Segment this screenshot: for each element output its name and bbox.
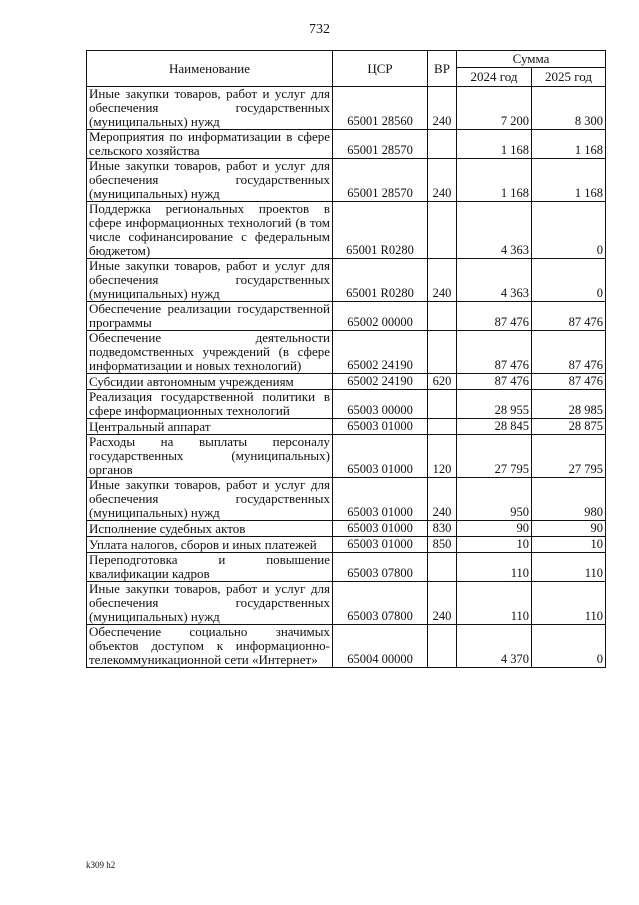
table-row xyxy=(87,478,606,521)
table-row xyxy=(87,625,606,668)
row-value-2025: 87 476 xyxy=(532,302,606,331)
row-vr: 240 xyxy=(428,582,457,625)
row-value-2024: 4 363 xyxy=(457,202,532,259)
row-csr: 65003 07800 xyxy=(333,553,428,582)
row-value-2024: 110 xyxy=(457,582,532,625)
table-row xyxy=(87,537,606,553)
row-vr: 120 xyxy=(428,435,457,478)
row-vr: 850 xyxy=(428,537,457,553)
table-row xyxy=(87,521,606,537)
row-value-2024: 950 xyxy=(457,478,532,521)
row-name: Центральный аппарат xyxy=(87,419,333,435)
table-row xyxy=(87,87,606,130)
row-value-2024: 10 xyxy=(457,537,532,553)
row-csr: 65001 28560 xyxy=(333,87,428,130)
row-value-2024: 28 845 xyxy=(457,419,532,435)
row-csr: 65001 R0280 xyxy=(333,259,428,302)
table-row xyxy=(87,435,606,478)
header-vr: ВР xyxy=(428,51,457,87)
row-value-2025: 0 xyxy=(532,625,606,668)
row-name: Субсидии автономным учреждениям xyxy=(87,374,333,390)
row-vr xyxy=(428,419,457,435)
row-name: Мероприятия по информатизации в сфере сельского хозяйства xyxy=(87,130,333,159)
table-row xyxy=(87,582,606,625)
row-name: Обеспечение деятельности подведомственных учреждений (в сфере информатизации и новых технологий) xyxy=(87,331,333,374)
row-name: Исполнение судебных актов xyxy=(87,521,333,537)
row-value-2024: 110 xyxy=(457,553,532,582)
table-row xyxy=(87,259,606,302)
row-value-2024: 4 370 xyxy=(457,625,532,668)
row-value-2025: 8 300 xyxy=(532,87,606,130)
header-csr: ЦСР xyxy=(333,51,428,87)
row-value-2025: 0 xyxy=(532,202,606,259)
row-vr xyxy=(428,553,457,582)
row-csr: 65002 24190 xyxy=(333,331,428,374)
row-value-2025: 87 476 xyxy=(532,374,606,390)
row-value-2025: 1 168 xyxy=(532,159,606,202)
row-vr xyxy=(428,331,457,374)
header-sum: Сумма xyxy=(457,51,606,68)
row-csr: 65001 R0280 xyxy=(333,202,428,259)
row-value-2025: 87 476 xyxy=(532,331,606,374)
row-value-2024: 1 168 xyxy=(457,159,532,202)
row-csr: 65003 01000 xyxy=(333,537,428,553)
row-name: Иные закупки товаров, работ и услуг для обеспечения государственных (муниципальных) нужд xyxy=(87,87,333,130)
row-value-2025: 0 xyxy=(532,259,606,302)
row-name: Иные закупки товаров, работ и услуг для обеспечения государственных (муниципальных) нужд xyxy=(87,582,333,625)
row-value-2025: 110 xyxy=(532,582,606,625)
row-csr: 65003 01000 xyxy=(333,419,428,435)
footer-code: k309 h2 xyxy=(86,860,116,870)
row-value-2025: 10 xyxy=(532,537,606,553)
row-csr: 65003 01000 xyxy=(333,521,428,537)
row-value-2024: 87 476 xyxy=(457,302,532,331)
row-csr: 65003 07800 xyxy=(333,582,428,625)
table-row xyxy=(87,159,606,202)
row-name: Расходы на выплаты персоналу государственных (муниципальных) органов xyxy=(87,435,333,478)
table-row xyxy=(87,302,606,331)
header-year-2024: 2024 год xyxy=(457,68,532,87)
row-value-2024: 90 xyxy=(457,521,532,537)
row-value-2025: 28 985 xyxy=(532,390,606,419)
row-value-2025: 90 xyxy=(532,521,606,537)
row-vr: 240 xyxy=(428,159,457,202)
row-vr xyxy=(428,390,457,419)
row-vr xyxy=(428,202,457,259)
row-name: Обеспечение реализации государственной программы xyxy=(87,302,333,331)
row-vr xyxy=(428,130,457,159)
row-vr xyxy=(428,625,457,668)
header-name: Наименование xyxy=(87,51,333,87)
row-vr xyxy=(428,302,457,331)
table-row xyxy=(87,374,606,390)
row-vr: 830 xyxy=(428,521,457,537)
row-vr: 240 xyxy=(428,259,457,302)
row-value-2024: 87 476 xyxy=(457,374,532,390)
row-value-2024: 1 168 xyxy=(457,130,532,159)
row-vr: 240 xyxy=(428,478,457,521)
row-name: Уплата налогов, сборов и иных платежей xyxy=(87,537,333,553)
row-value-2024: 4 363 xyxy=(457,259,532,302)
page-number: 732 xyxy=(309,22,330,37)
row-value-2024: 27 795 xyxy=(457,435,532,478)
header-year-2025: 2025 год xyxy=(532,68,606,87)
row-name: Иные закупки товаров, работ и услуг для обеспечения государственных (муниципальных) нужд xyxy=(87,478,333,521)
row-value-2025: 28 875 xyxy=(532,419,606,435)
row-vr: 620 xyxy=(428,374,457,390)
row-value-2024: 87 476 xyxy=(457,331,532,374)
row-value-2024: 28 955 xyxy=(457,390,532,419)
row-csr: 65001 28570 xyxy=(333,130,428,159)
row-value-2025: 27 795 xyxy=(532,435,606,478)
row-value-2025: 110 xyxy=(532,553,606,582)
row-name: Переподготовка и повышение квалификации кадров xyxy=(87,553,333,582)
budget-table xyxy=(86,50,606,668)
table-row xyxy=(87,419,606,435)
row-csr: 65001 28570 xyxy=(333,159,428,202)
row-vr: 240 xyxy=(428,87,457,130)
row-name: Реализация государственной политики в сфере информационных технологий xyxy=(87,390,333,419)
row-csr: 65002 00000 xyxy=(333,302,428,331)
table-row xyxy=(87,202,606,259)
row-csr: 65003 01000 xyxy=(333,435,428,478)
row-name: Обеспечение социально значимых объектов доступом к информационно-телекоммуникационной сети «Интернет» xyxy=(87,625,333,668)
row-name: Поддержка региональных проектов в сфере информационных технологий (в том числе софинансирование с федеральным бюджетом) xyxy=(87,202,333,259)
row-value-2025: 980 xyxy=(532,478,606,521)
table-row xyxy=(87,130,606,159)
row-value-2024: 7 200 xyxy=(457,87,532,130)
row-csr: 65003 01000 xyxy=(333,478,428,521)
row-name: Иные закупки товаров, работ и услуг для обеспечения государственных (муниципальных) нужд xyxy=(87,159,333,202)
table-row xyxy=(87,390,606,419)
table-row xyxy=(87,331,606,374)
table-row xyxy=(87,553,606,582)
row-value-2025: 1 168 xyxy=(532,130,606,159)
row-name: Иные закупки товаров, работ и услуг для обеспечения государственных (муниципальных) нужд xyxy=(87,259,333,302)
row-csr: 65004 00000 xyxy=(333,625,428,668)
row-csr: 65003 00000 xyxy=(333,390,428,419)
row-csr: 65002 24190 xyxy=(333,374,428,390)
